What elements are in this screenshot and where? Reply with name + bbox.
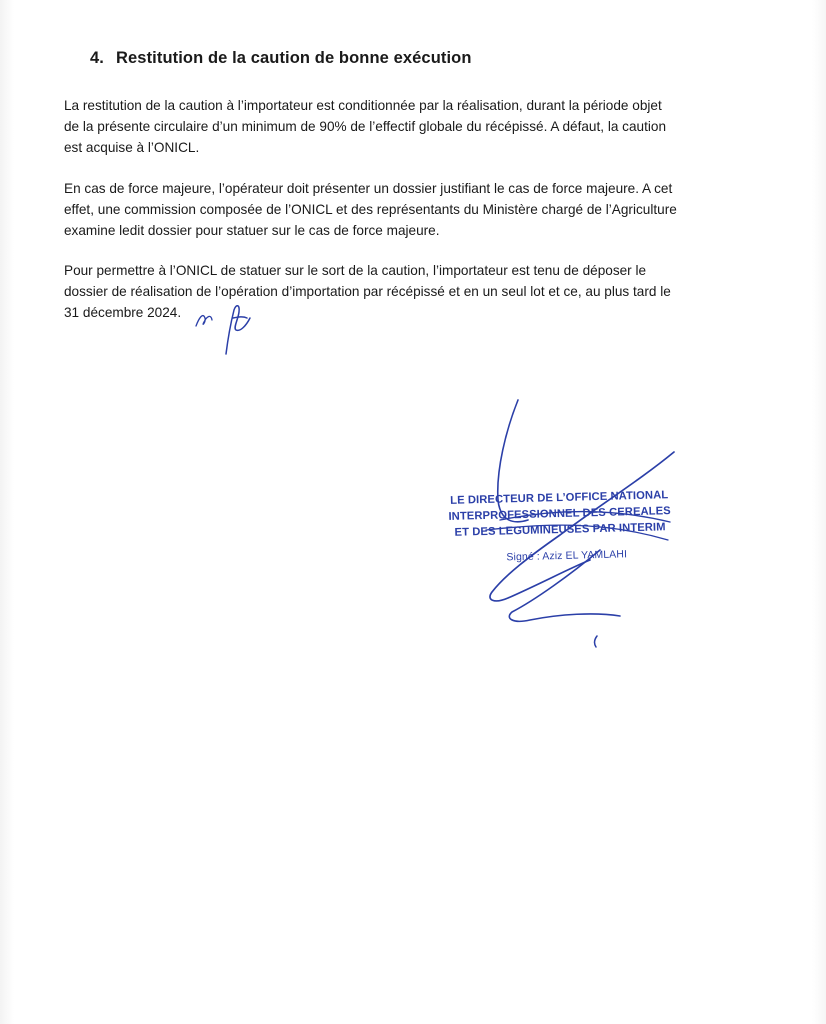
section-heading: [90, 49, 472, 68]
stamp-line: LE DIRECTEUR DE L’OFFICE NATIONAL: [450, 489, 669, 507]
paragraph-line: La restitution de la caution à l’importateur est conditionnée par la réalisation, durant la période objet: [64, 98, 662, 113]
paragraph-force-majeure: [64, 178, 770, 241]
paragraph-line: En cas de force majeure, l’opérateur doit présenter un dossier justifiant le cas de force majeure. A cet: [64, 181, 673, 196]
section-title: Restitution de la caution de bonne exécution: [116, 49, 472, 67]
stamp-signed-name: Signé : Aziz EL YAMLAHI: [506, 548, 628, 564]
stamp-line: ET DES LEGUMINEUSES PAR INTERIM: [454, 521, 666, 539]
director-stamp: [429, 487, 691, 568]
paragraph-restitution-conditions: [64, 95, 770, 158]
stamp-line: INTERPROFESSIONNEL DES CEREALES: [448, 505, 671, 523]
paragraph-line: 31 décembre 2024.: [64, 305, 182, 320]
signature-small-tick: [595, 636, 597, 647]
paragraph-line: effet, une commission composée de l’ONICL et des représentants du Ministère chargé de l’Agriculture: [64, 202, 677, 217]
paragraph-line: est acquise à l’ONICL.: [64, 140, 200, 155]
paragraph-line: de la présente circulaire d’un minimum de 90% de l’effectif globale du récépissé. A défaut, la caution: [64, 119, 667, 134]
paragraph-deposit-deadline: [64, 260, 770, 323]
paragraph-line: Pour permettre à l’ONICL de statuer sur le sort de la caution, l’importateur est tenu de déposer le: [64, 263, 647, 278]
section-number: 4.: [90, 49, 104, 67]
paragraph-line: dossier de réalisation de l’opération d’importation par récépissé et en un seul lot et ce, au plus tard le: [64, 284, 671, 299]
paragraph-line: examine ledit dossier pour statuer sur le cas de force majeure.: [64, 223, 440, 238]
